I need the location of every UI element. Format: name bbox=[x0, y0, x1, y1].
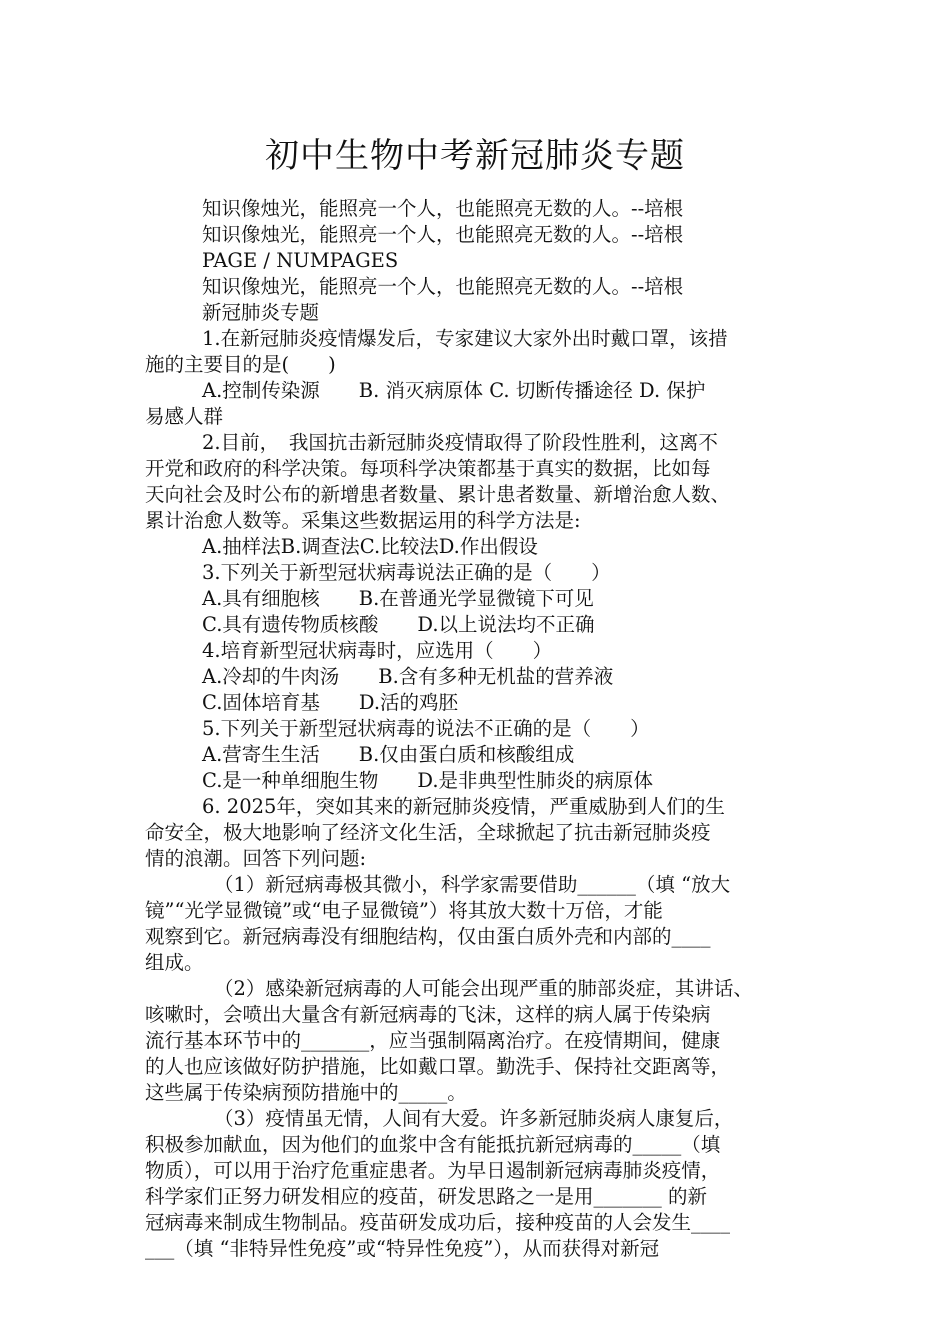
text-line: 镜”“光学显微镜”或“电子显微镜”）将其放大数十万倍，才能 bbox=[145, 899, 663, 922]
text-line: 开党和政府的科学决策。每项科学决策都基于真实的数据，比如每 bbox=[145, 457, 711, 480]
text-line: （1）新冠病毒极其微小，科学家需要借助______（填 “放大 bbox=[214, 873, 731, 896]
text-line: 易感人群 bbox=[145, 405, 224, 428]
text-line: 1.在新冠肺炎疫情爆发后，专家建议大家外出时戴口罩，该措 bbox=[202, 327, 728, 350]
text-line: 观察到它。新冠病毒没有细胞结构，仅由蛋白质外壳和内部的____ bbox=[145, 925, 711, 948]
text-line: 累计治愈人数等。采集这些数据运用的科学方法是: bbox=[145, 509, 581, 532]
text-line: （2）感染新冠病毒的人可能会出现严重的肺部炎症，其讲话、 bbox=[214, 977, 753, 1000]
text-line: A.具有细胞核 B.在普通光学显微镜下可见 bbox=[202, 587, 594, 610]
text-line: 咳嗽时，会喷出大量含有新冠病毒的飞沫，这样的病人属于传染病 bbox=[145, 1003, 711, 1026]
text-line: 6. 2025年，突如其来的新冠肺炎疫情，严重威胁到人们的生 bbox=[202, 795, 725, 818]
text-line: ___（填 “非特异性免疫”或“特异性免疫”），从而获得对新冠 bbox=[145, 1237, 660, 1260]
text-line: A.抽样法B.调查法C.比较法D.作出假设 bbox=[202, 535, 538, 558]
text-line: 5.下列关于新型冠状病毒的说法不正确的是（ ） bbox=[202, 717, 650, 740]
text-line: 流行基本环节中的_______，应当强制隔离治疗。在疫情期间，健康 bbox=[145, 1029, 721, 1052]
text-line: 天向社会及时公布的新增患者数量、累计患者数量、新增治愈人数、 bbox=[145, 483, 731, 506]
text-line: 物质），可以用于治疗危重症患者。为早日遏制新冠病毒肺炎疫情， bbox=[145, 1159, 721, 1182]
text-line: 情的浪潮。回答下列问题: bbox=[145, 847, 367, 870]
text-line: PAGE / NUMPAGES bbox=[202, 249, 399, 272]
text-line: A.控制传染源 B. 消灭病原体 C. 切断传播途径 D. 保护 bbox=[202, 379, 706, 402]
text-line: 4.培育新型冠状病毒时，应选用（ ） bbox=[202, 639, 553, 662]
text-line: 3.下列关于新型冠状病毒说法正确的是（ ） bbox=[202, 561, 611, 584]
text-line: 这些属于传染病预防措施中的_____。 bbox=[145, 1081, 467, 1104]
text-line: 知识像烛光，能照亮一个人，也能照亮无数的人。--培根 bbox=[202, 223, 684, 246]
text-line: 知识像烛光，能照亮一个人，也能照亮无数的人。--培根 bbox=[202, 197, 684, 220]
text-line: C.是一种单细胞生物 D.是非典型性肺炎的病原体 bbox=[202, 769, 654, 792]
text-line: 知识像烛光，能照亮一个人，也能照亮无数的人。--培根 bbox=[202, 275, 684, 298]
text-line: 2.目前， 我国抗击新冠肺炎疫情取得了阶段性胜利，这离不 bbox=[202, 431, 718, 454]
text-line: C.具有遗传物质核酸 D.以上说法均不正确 bbox=[202, 613, 595, 636]
text-line: C.固体培育基 D.活的鸡胚 bbox=[202, 691, 459, 714]
text-line: 施的主要目的是( ) bbox=[145, 353, 336, 376]
document-title: 初中生物中考新冠肺炎专题 bbox=[265, 136, 685, 176]
text-line: A.营寄生生活 B.仅由蛋白质和核酸组成 bbox=[202, 743, 575, 766]
text-line: 科学家们正努力研发相应的疫苗，研发思路之一是用_______ 的新 bbox=[145, 1185, 707, 1208]
text-line: 命安全，极大地影响了经济文化生活，全球掀起了抗击新冠肺炎疫 bbox=[145, 821, 711, 844]
text-line: （3）疫情虽无情，人间有大爱。许多新冠肺炎病人康复后， bbox=[214, 1107, 734, 1130]
text-line: 组成。 bbox=[145, 951, 204, 974]
text-line: 冠病毒来制成生物制品。疫苗研发成功后，接种疫苗的人会发生____ bbox=[145, 1211, 731, 1234]
text-line: A.冷却的牛肉汤 B.含有多种无机盐的营养液 bbox=[202, 665, 614, 688]
text-line: 新冠肺炎专题 bbox=[202, 301, 320, 324]
text-line: 的人也应该做好防护措施，比如戴口罩。勤洗手、保持社交距离等， bbox=[145, 1055, 731, 1078]
text-line: 积极参加献血，因为他们的血浆中含有能抵抗新冠病毒的_____（填 bbox=[145, 1133, 721, 1156]
